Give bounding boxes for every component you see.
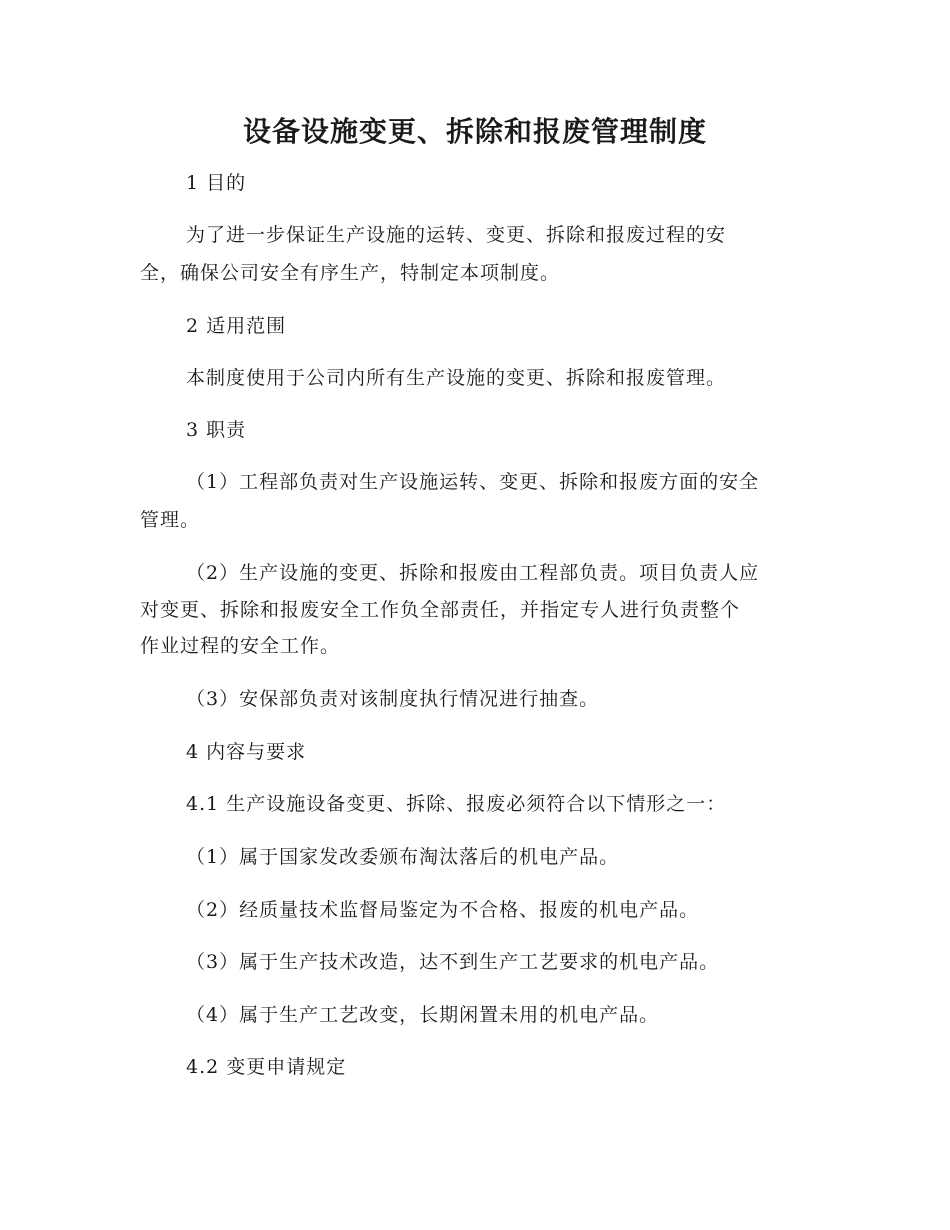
section-4-1-item-2: （2）经质量技术监督局鉴定为不合格、报废的机电产品。 bbox=[186, 899, 700, 921]
section-3-item-3: （3）安保部负责对该制度执行情况进行抽查。 bbox=[186, 688, 600, 710]
section-4-heading: 4 内容与要求 bbox=[186, 741, 307, 763]
section-3-item-1-line-1: （1）工程部负责对生产设施运转、变更、拆除和报废方面的安全 bbox=[186, 471, 760, 493]
section-3-item-1-line-2: 管理。 bbox=[140, 509, 201, 531]
section-4-2-heading: 4.2 变更申请规定 bbox=[186, 1056, 347, 1078]
section-4-1-item-4: （4）属于生产工艺改变，长期闲置未用的机电产品。 bbox=[186, 1004, 660, 1026]
document-title: 设备设施变更、拆除和报废管理制度 bbox=[242, 115, 707, 148]
section-1-heading: 1 目的 bbox=[186, 172, 247, 194]
section-4-1-heading: 4.1 生产设施设备变更、拆除、报废必须符合以下情形之一： bbox=[186, 793, 727, 815]
section-3-heading: 3 职责 bbox=[186, 419, 247, 441]
section-4-1-item-3: （3）属于生产技术改造，达不到生产工艺要求的机电产品。 bbox=[186, 951, 720, 973]
section-3-item-2-line-1: （2）生产设施的变更、拆除和报废由工程部负责。项目负责人应 bbox=[186, 562, 760, 584]
section-3-item-2-line-2: 对变更、拆除和报废安全工作负全部责任，并指定专人进行负责整个 bbox=[140, 599, 741, 621]
section-3-item-2-line-3: 作业过程的安全工作。 bbox=[140, 635, 341, 657]
section-1-paragraph-line-2: 全，确保公司安全有序生产，特制定本项制度。 bbox=[140, 262, 561, 284]
section-2-paragraph: 本制度使用于公司内所有生产设施的变更、拆除和报废管理。 bbox=[186, 367, 727, 389]
section-1-paragraph-line-1: 为了进一步保证生产设施的运转、变更、拆除和报废过程的安 bbox=[186, 224, 727, 246]
section-4-1-item-1: （1）属于国家发改委颁布淘汰落后的机电产品。 bbox=[186, 846, 620, 868]
section-2-heading: 2 适用范围 bbox=[186, 315, 287, 337]
